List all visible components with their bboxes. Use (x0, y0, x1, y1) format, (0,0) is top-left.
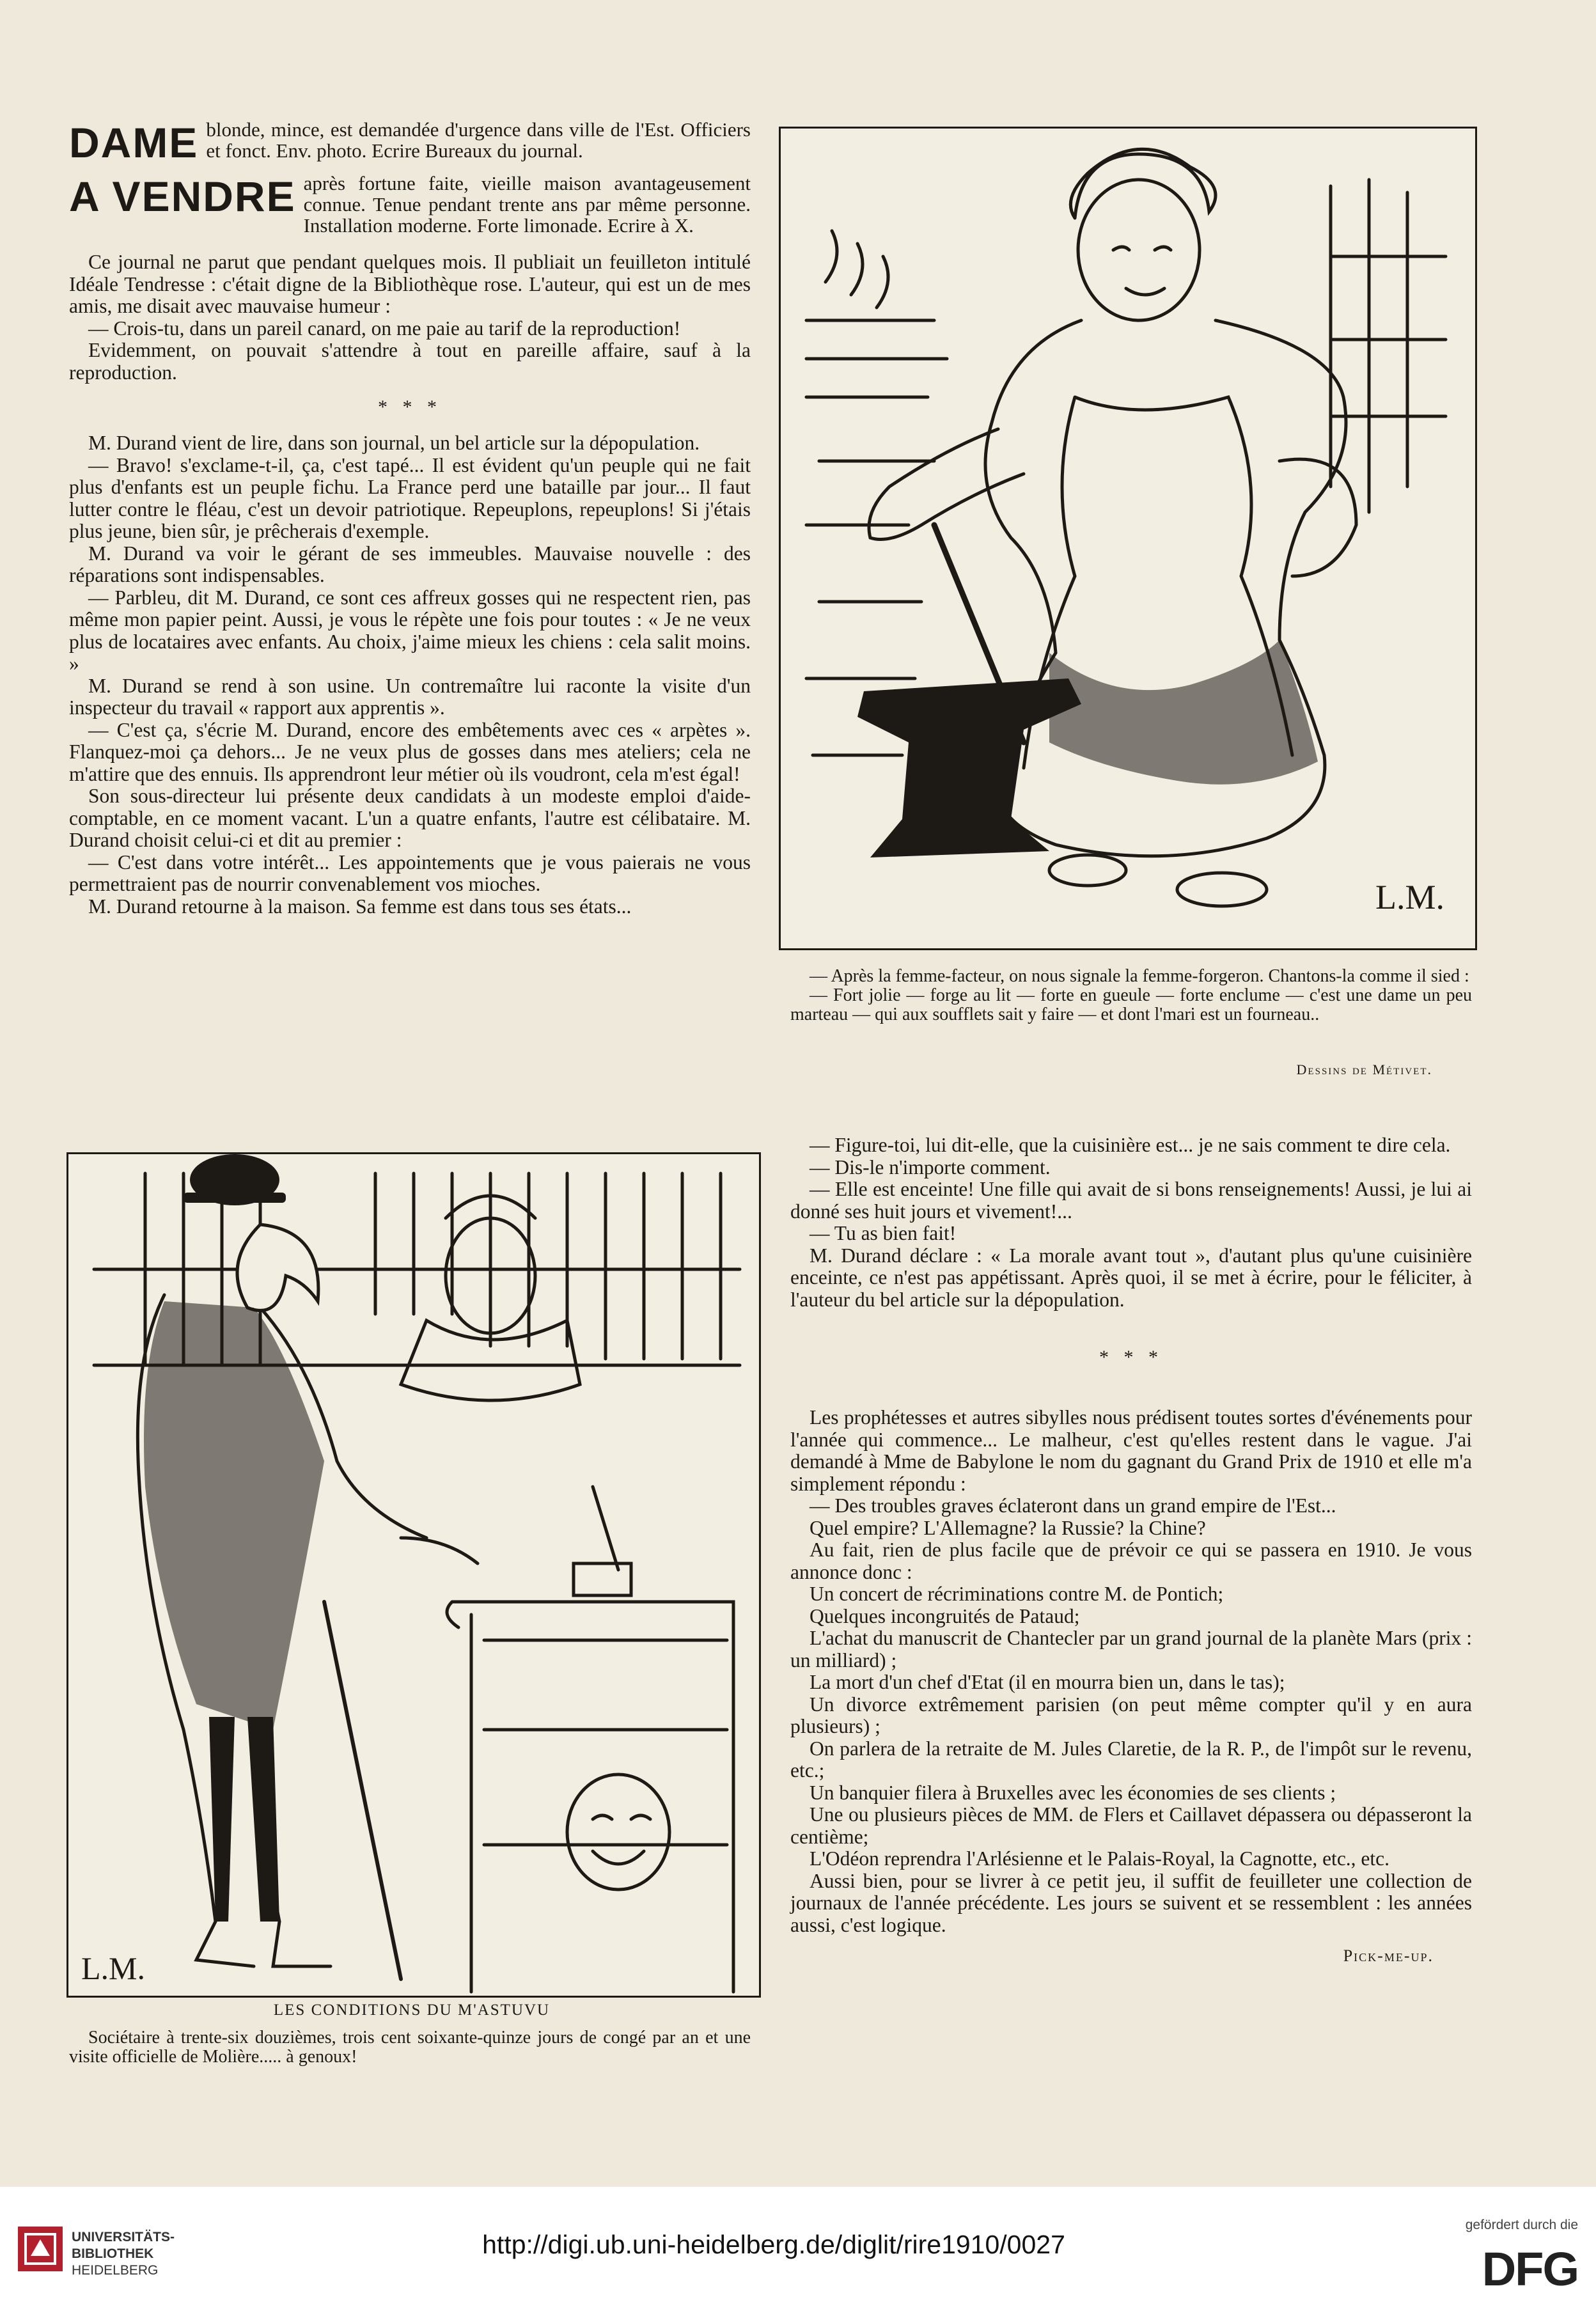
paragraph: Aussi bien, pour se livrer à ce petit jeu, il suffit de feuilleter une collection de journaux de l'année précédente. Les jours se suivent et se ressemblent : les années aussi, c'est logique. (790, 1869, 1472, 1936)
ad-keyword: DAME (69, 119, 199, 166)
paragraph: M. Durand déclare : « La morale avant tout », d'autant plus qu'une cuisinière enceinte, ce n'est pas appétissant. Après quoi, il se met à écrire, pour le féliciter, à l'auteur du bel article sur la dépopulation. (790, 1244, 1472, 1311)
paragraph: Quelques incongruités de Pataud; (810, 1604, 1080, 1627)
funded-by-label: gefördert durch die (1465, 2218, 1578, 2232)
classified-ad-dame (69, 118, 751, 166)
paragraph: M. Durand vient de lire, dans son journal, un bel article sur la dépopulation. (88, 432, 700, 454)
astuvu-caption (69, 2028, 751, 2067)
artist-signature: L.M. (1375, 878, 1444, 916)
paragraph: L'achat du manuscrit de Chantecler par un grand journal de la planète Mars (prix : un milliard) ; (790, 1627, 1472, 1672)
paragraph: Au fait, rien de plus facile que de prévoir ce qui se passera en 1910. Je vous annonce donc : (790, 1539, 1472, 1583)
paragraph: — Tu as bien fait! (810, 1222, 957, 1244)
paragraph: On parlera de la retraite de M. Jules Claretie, de la R. P., de l'impôt sur le revenu, etc.; (790, 1737, 1472, 1781)
paragraph: L'Odéon reprendra l'Arlésienne et le Palais-Royal, la Cagnotte, etc., etc. (810, 1847, 1390, 1870)
paragraph: — Dis-le n'importe comment. (810, 1155, 1051, 1178)
paragraph: — Figure-toi, lui dit-elle, que la cuisinière est... je ne sais comment te dire cela. (810, 1134, 1451, 1156)
paragraph: — Parbleu, dit M. Durand, ce sont ces affreux gosses qui ne respectent rien, pas même mon papier peint. Aussi, je vous le répète une fois pour toutes : « Je ne veux plus de locataires avec enfants. Au choix, j'aime mieux les chiens : cela salit moins. » (69, 586, 751, 675)
astuvu-drawing (68, 1154, 759, 1996)
left-text-column (69, 119, 751, 918)
seal-icon (18, 2227, 63, 2271)
dfg-logo: DFG (1482, 2243, 1578, 2296)
paragraph: — Bravo! s'exclame-t-il, ça, c'est tapé... Il est évident qu'un peuple qui ne fait plus d'enfants est un peuple fichu. La France perd une bataille par jour... Il faut lutter contre le fléau, c'est un devoir patriotique. Repeuplons, repeuplons! Si j'étais plus jeune, bien sûr, je prêcherais d'exemple. (69, 453, 751, 542)
paragraph: Evidemment, on pouvait s'attendre à tout en pareille affaire, sauf à la reproduction. (69, 339, 751, 384)
paragraph: Un concert de récriminations contre M. de Pontich; (810, 1583, 1224, 1605)
caption-line: — Fort jolie — forge au lit — forte en gueule — forte enclume — c'est une dame un peu marteau — qui aux soufflets sait y faire — et dont l'mari est un fourneau.. (790, 985, 1472, 1024)
right-text-column (790, 1134, 1472, 1968)
library-name (72, 2229, 175, 2279)
drawing-credit: Dessins de Métivet. (1296, 1061, 1432, 1077)
paragraph: — C'est dans votre intérêt... Les appointements que je vous paierais ne vous permettraient pas de nourrir convenablement vos mioches. (69, 850, 751, 895)
section-separator: * * * (378, 396, 442, 418)
astuvu-illustration (66, 1152, 761, 1998)
artist-signature: L.M. (81, 1950, 145, 1986)
university-library-logo (18, 2227, 63, 2271)
blacksmith-woman-illustration (779, 127, 1477, 950)
caption-line: — Après la femme-facteur, on nous signale la femme-forgeron. Chantons-la comme il sied : (810, 966, 1469, 986)
paragraph: M. Durand se rend à son usine. Un contremaître lui raconte la visite d'un inspecteur du travail « rapport aux apprentis ». (69, 674, 751, 719)
library-name-line: UNIVERSITÄTS- (72, 2230, 175, 2244)
paragraph: Un banquier filera à Bruxelles avec les économies de ses clients ; (810, 1781, 1336, 1804)
paragraph: — Des troubles graves éclateront dans un grand empire de l'Est... (810, 1494, 1336, 1517)
ad-text: après fortune faite, vieille maison avantageusement connue. Tenue pendant trente ans par même personne. Installation moderne. Forte limonade. Ecrire à X. (303, 172, 751, 237)
classified-ad-vendre (69, 173, 751, 236)
digitization-footer (0, 2187, 1596, 2302)
paragraph: La mort d'un chef d'Etat (il en mourra bien un, dans le tas); (810, 1671, 1285, 1693)
paragraph: — Elle est enceinte! Une fille qui avait de si bons renseignements! Aussi, je lui ai donné ses huit jours et vivement!... (790, 1178, 1472, 1223)
ad-text: blonde, mince, est demandée d'urgence dans ville de l'Est. Officiers et fonct. Env. photo. Ecrire Bureaux du journal. (206, 118, 751, 162)
paragraph: Une ou plusieurs pièces de MM. de Flers et Caillavet dépassera ou dépasseront la centième; (790, 1803, 1472, 1848)
ad-keyword: A VENDRE (69, 173, 296, 220)
paragraph: — C'est ça, s'écrie M. Durand, encore des embêtements avec ces « arpètes ». Flanquez-moi ça dehors... Je ne veux plus de gosses dans mes ateliers; cela ne m'attire que des ennuis. Ils apprendront leur métier où ils voudront, cela m'est égal! (69, 718, 751, 785)
paragraph: Quel empire? L'Allemagne? la Russie? la Chine? (810, 1516, 1206, 1539)
paragraph: Son sous-directeur lui présente deux candidats à un modeste emploi d'aide-comptable, en ce moment vacant. L'un a quatre enfants, l'autre est célibataire. M. Durand choisit celui-ci et dit au premier : (69, 785, 751, 851)
paragraph: M. Durand va voir le gérant de ses immeubles. Mauvaise nouvelle : des réparations sont indispensables. (69, 542, 751, 586)
paragraph: — Crois-tu, dans un pareil canard, on me paie au tarif de la reproduction! (88, 317, 681, 340)
blacksmith-woman-drawing (781, 129, 1475, 948)
caption-line: Sociétaire à trente-six douzièmes, trois cent soixante-quinze jours de congé par an et une visite officielle de Molière..... à genoux! (69, 2028, 751, 2067)
library-name-line: HEIDELBERG (72, 2263, 159, 2278)
permalink-url[interactable]: http://digi.ub.uni-heidelberg.de/diglit/rire1910/0027 (482, 2230, 1065, 2259)
paragraph: Ce journal ne parut que pendant quelques mois. Il publiait un feuilleton intitulé Idéale Tendresse : c'était digne de la Bibliothèque rose. L'auteur, qui est un de mes amis, me disait avec mauvaise humeur : (69, 251, 751, 317)
blacksmith-caption (790, 967, 1472, 1024)
paragraph: Un divorce extrêmement parisien (on peut même compter qu'il y en aura plusieurs) ; (790, 1693, 1472, 1737)
paragraph: Les prophétesses et autres sibylles nous prédisent toutes sortes d'événements pour l'année qui commence... Le malheur, c'est qu'elles restent dans le vague. J'ai demandé à Mme de Babylone le nom du gagnant du Grand Prix de 1910 et elle m'a simplement répondu : (790, 1406, 1472, 1495)
section-separator: * * * (1099, 1347, 1163, 1368)
paragraph: M. Durand retourne à la maison. Sa femme est dans tous ses états... (88, 895, 632, 918)
article-signature: Pick-me-up. (1343, 1946, 1434, 1965)
library-name-line: BIBLIOTHEK (72, 2246, 154, 2261)
astuvu-title: LES CONDITIONS DU M'ASTUVU (273, 2001, 551, 2019)
